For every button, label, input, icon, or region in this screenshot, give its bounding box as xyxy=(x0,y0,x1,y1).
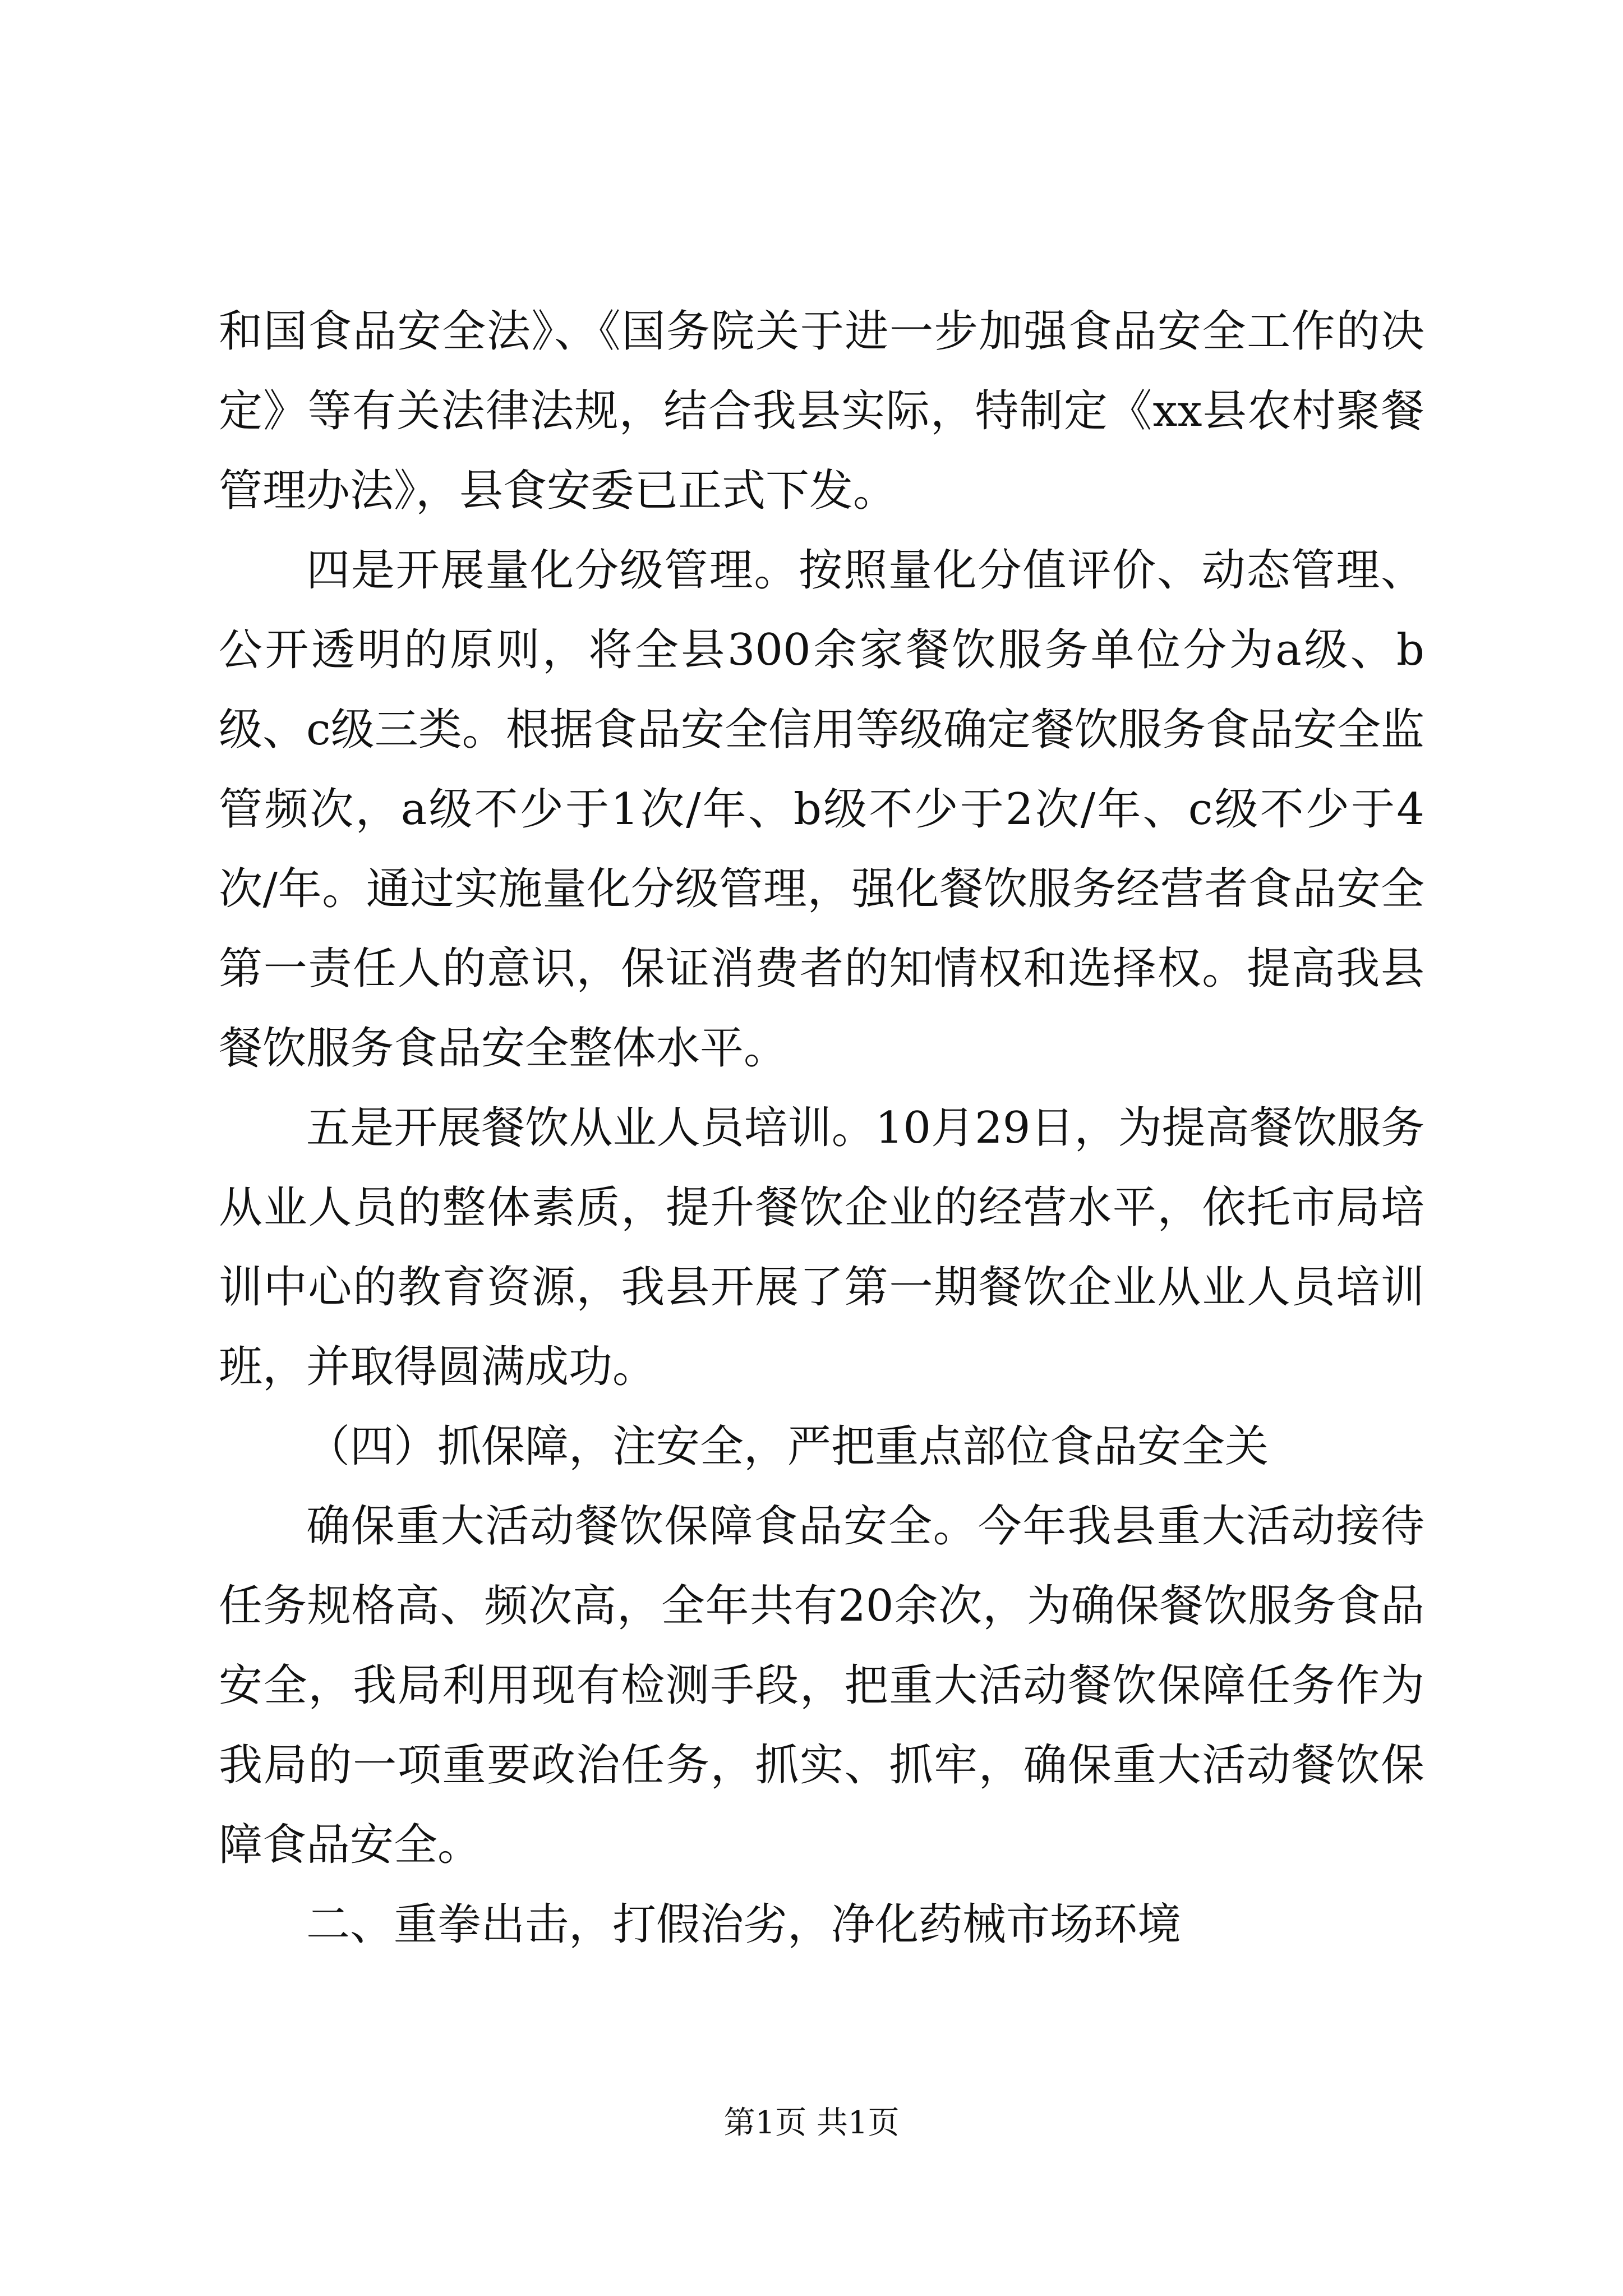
paragraph-quantified-grading: 四是开展量化分级管理。按照量化分值评价、动态管理、公开透明的原则，将全县300余家餐饮服务单位分为a级、b级、c级三类。根据食品安全信用等级确定餐饮服务食品安全监管频次，a级不少于1次/年、b级不少于2次/年、c级不少于4次/年。通过实施量化分级管理，强化餐饮服务经营者食品安全第一责任人的意识，保证消费者的知情权和选择权。提高我县餐饮服务食品安全整体水平。 xyxy=(219,545,1424,1074)
paragraph-staff-training: 五是开展餐饮从业人员培训。10月29日，为提高餐饮服务从业人员的整体素质，提升餐饮企业的经营水平，依托市局培训中心的教育资源，我县开展了第一期餐饮企业从业人员培训班，并取得圆满成功。 xyxy=(219,1103,1424,1392)
paragraph-law-reference: 和国食品安全法》、《国务院关于进一步加强食品安全工作的决定》等有关法律法规，结合我县实际，特制定《xx县农村聚餐管理办法》，县食安委已正式下发。 xyxy=(219,306,1424,516)
paragraph-major-events: 确保重大活动餐饮保障食品安全。今年我县重大活动接待任务规格高、频次高，全年共有20余次，为确保餐饮服务食品安全，我局利用现有检测手段，把重大活动餐饮保障任务作为我局的一项重要政治任务，抓实、抓牢，确保重大活动餐饮保障食品安全。 xyxy=(219,1501,1424,1870)
section-heading-key-locations: （四）抓保障，注安全，严把重点部位食品安全关 xyxy=(306,1421,1269,1472)
document-body xyxy=(219,292,1424,1964)
section-heading-drug-market: 二、重拳出击，打假治劣，净化药械市场环境 xyxy=(306,1899,1182,1950)
page-footer: 第1页 共1页 xyxy=(723,2105,900,2141)
